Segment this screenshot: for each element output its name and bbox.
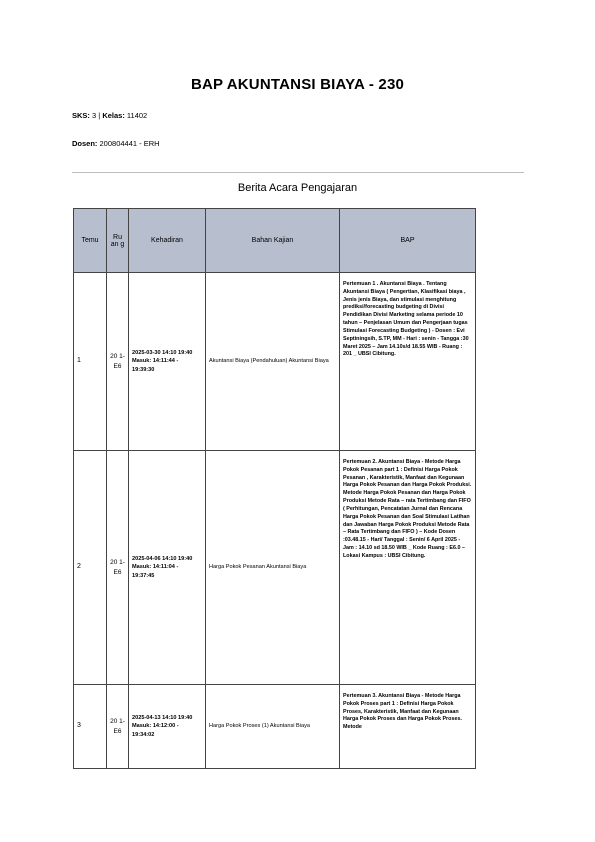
header-ruang: Ru an g bbox=[107, 209, 129, 273]
cell-bap: Pertemuan 3. Akuntansi Biaya - Metode Harga Pokok Proses part 1 : Definisi Harga Pokok Proses, Karakteristik, Manfaat dan Kegunaan Harga Pokok Proses dan Harga Pokok Proses. Metode bbox=[340, 685, 476, 769]
header-kehadiran: Kehadiran bbox=[129, 209, 206, 273]
cell-temu: 1 bbox=[74, 273, 107, 451]
table-row bbox=[74, 273, 476, 451]
header-temu: Temu bbox=[74, 209, 107, 273]
sks-value: 3 | bbox=[92, 111, 103, 120]
cell-bap: Pertemuan 2. Akuntansi Biaya - Metode Harga Pokok Pesanan part 1 : Definisi Harga Pokok Pesanan , Karakteristik, Manfaat dan Kegunaan Harga Pokok Pesanan dan Harga Pokok Produksi. Metode Harga Pokok Pesanan dan Harga Pokok Produksi Metode Rata – rata Tertimbang dan FIFO ( Perhitungan, Pencatatan Jurnal dan Rencana Harga Pokok Pesanan dan Soal Stimulasi Latihan dan Jawaban Harga Pokok Produksi Metode Rata – Rata Tertimbang dan FIFO ) – Kode Dosen :03.48.15 - Hari/ Tanggal : Senin/ 6 April 2025 - Jam : 14.10 sd 18.50 WIB _ Kode Ruang : E6.0 – Lokasi Kampus : UBSI Cibitung. bbox=[340, 451, 476, 685]
document-title: BAP AKUNTANSI BIAYA - 230 bbox=[190, 76, 405, 93]
cell-temu: 2 bbox=[74, 451, 107, 685]
cell-kehadiran: 2025-04-13 14:10 19:40 Masuk: 14:12:00 - 19:34:02 bbox=[129, 685, 206, 769]
cell-temu: 3 bbox=[74, 685, 107, 769]
cell-bahan-kajian: Harga Pokok Pesanan Akuntansi Biaya bbox=[206, 451, 340, 685]
bap-table bbox=[73, 208, 476, 769]
divider bbox=[72, 172, 524, 173]
cell-bap: Pertemuan 1 . Akuntansi Biaya . Tentang Akuntansi Biaya ( Pengertian, Klasifikasi biaya , Jenis jenis Biaya, dan stimulasi menghitung prediksi/forecasting budgeting di Divisi Pendidikan Divisi Marketing selama periode 10 tahun – Penjelasan Umum dan Pengerjaan tugas Stimulasi Forecasting Budgeting ) - Dosen : Evi Septiningsih, S.TP, MM - Hari : senin - Tangga :30 Maret 2025 – Jam 14.10s/d 18.55 WIB - Ruang : 201 _ UBSI Cibitung. bbox=[340, 273, 476, 451]
dosen-value: 200804441 - ERH bbox=[99, 139, 160, 148]
table-header-row bbox=[74, 209, 476, 273]
table-row bbox=[74, 451, 476, 685]
header-bap: BAP bbox=[340, 209, 476, 273]
cell-kehadiran: 2025-03-30 14:10 19:40 Masuk: 14:11:44 - 19:39:30 bbox=[129, 273, 206, 451]
dosen-label: Dosen: bbox=[72, 139, 98, 148]
kelas-value: 11402 bbox=[126, 111, 148, 120]
sks-label: SKS: bbox=[72, 111, 90, 120]
header-bahan-kajian: Bahan Kajian bbox=[206, 209, 340, 273]
table-row bbox=[74, 685, 476, 769]
course-meta bbox=[72, 111, 147, 120]
cell-ruang: 20 1- E6 bbox=[107, 273, 129, 451]
cell-ruang: 20 1- E6 bbox=[107, 685, 129, 769]
kelas-label: Kelas: bbox=[102, 111, 125, 120]
cell-bahan-kajian: Harga Pokok Proses (1) Akuntansi Biaya bbox=[206, 685, 340, 769]
cell-kehadiran: 2025-04-06 14:10 19:40 Masuk: 14:11:04 - 19:37:45 bbox=[129, 451, 206, 685]
cell-bahan-kajian: Akuntansi Biaya (Pendahuluan) Akuntansi Biaya bbox=[206, 273, 340, 451]
cell-ruang: 20 1- E6 bbox=[107, 451, 129, 685]
lecturer-meta bbox=[72, 139, 160, 148]
section-title: Berita Acara Pengajaran bbox=[237, 182, 358, 194]
